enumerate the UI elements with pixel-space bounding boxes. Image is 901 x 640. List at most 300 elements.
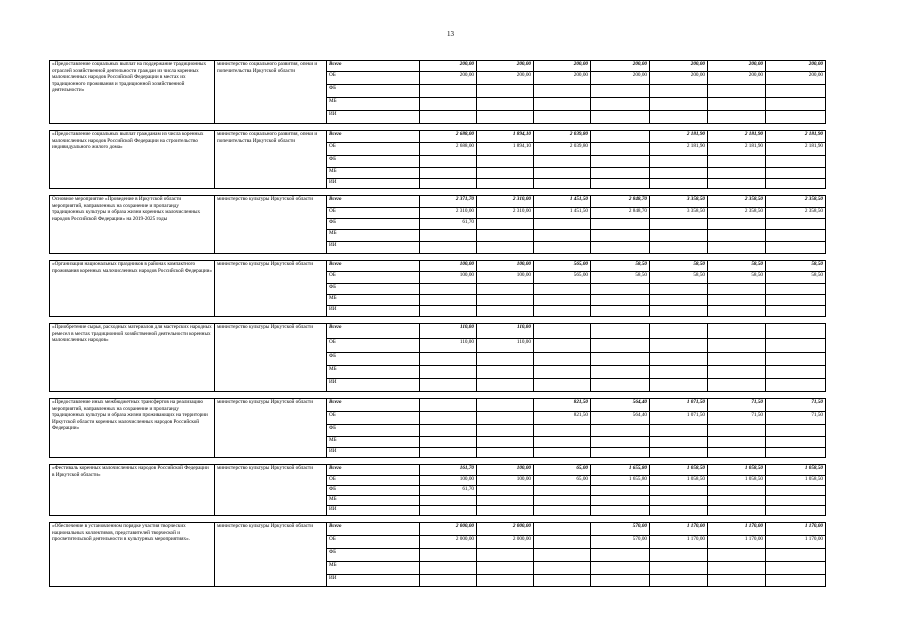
funding-source-label: ФБ xyxy=(327,284,420,295)
funding-source-label: МБ xyxy=(327,98,420,111)
funding-source-label: ИИ xyxy=(327,306,420,317)
amount-cell xyxy=(534,536,591,549)
responsible-executor: министерство культуры Иркутской области xyxy=(215,261,327,317)
table-row xyxy=(50,523,826,536)
amount-cell xyxy=(534,486,591,496)
amount-cell: 58,50 xyxy=(650,261,708,272)
amount-cell xyxy=(708,156,766,168)
amount-cell xyxy=(420,379,477,392)
amount-cell: 2 358,50 xyxy=(766,196,826,208)
funding-source-label: ФБ xyxy=(327,353,420,366)
funding-source-label: ОБ xyxy=(327,476,420,486)
amount-cell xyxy=(766,425,826,437)
funding-source-label: МБ xyxy=(327,496,420,506)
amount-cell xyxy=(534,324,591,339)
funding-source-label: ИИ xyxy=(327,242,420,254)
activity-description: «Предоставление иных межбюджетных трансфертов на реализацию мероприятий, направленных на сохранение и пропаганду традиционных культуры и образа жизни проживающих на территории Иркутской области коренных малочисленных народов Российской Федерации» xyxy=(50,399,215,458)
amount-cell xyxy=(766,575,826,587)
amount-cell xyxy=(766,339,826,353)
amount-cell: 100,00 xyxy=(477,476,534,486)
amount-cell xyxy=(420,284,477,295)
amount-cell xyxy=(650,98,708,111)
amount-cell: 65,00 xyxy=(534,465,591,476)
amount-cell: 1 058,50 xyxy=(650,476,708,486)
amount-cell xyxy=(477,156,534,168)
amount-cell xyxy=(650,156,708,168)
amount-cell: 200,00 xyxy=(650,61,708,72)
amount-cell: 2 039,80 xyxy=(534,131,591,143)
amount-cell xyxy=(650,219,708,230)
activity-description: «Обеспечение в установленном порядке участия творческих национальных коллективов, представителей творческой и просветительской деятельности в культурных мероприятиях». xyxy=(50,523,215,587)
amount-cell xyxy=(420,448,477,458)
amount-cell xyxy=(650,366,708,379)
funding-source-label: Всего xyxy=(327,61,420,72)
amount-cell xyxy=(420,111,477,124)
amount-cell xyxy=(477,448,534,458)
amount-cell xyxy=(650,179,708,189)
amount-cell: 2 000,00 xyxy=(420,536,477,549)
amount-cell xyxy=(591,85,650,98)
amount-cell xyxy=(766,486,826,496)
amount-cell: 2 310,00 xyxy=(420,208,477,219)
amount-cell xyxy=(534,379,591,392)
amount-cell: 2 310,00 xyxy=(477,208,534,219)
amount-cell: 58,50 xyxy=(591,272,650,284)
amount-cell xyxy=(591,98,650,111)
amount-cell: 71,50 xyxy=(708,412,766,425)
amount-cell xyxy=(420,242,477,254)
amount-cell xyxy=(477,98,534,111)
amount-cell: 110,00 xyxy=(477,339,534,353)
amount-cell xyxy=(650,448,708,458)
amount-cell: 1 058,50 xyxy=(708,465,766,476)
amount-cell xyxy=(477,168,534,179)
amount-cell xyxy=(477,85,534,98)
funding-source-label: МБ xyxy=(327,168,420,179)
amount-cell xyxy=(591,496,650,506)
amount-cell xyxy=(477,486,534,496)
amount-cell xyxy=(534,549,591,562)
amount-cell xyxy=(650,284,708,295)
amount-cell xyxy=(420,399,477,412)
table-row xyxy=(50,399,826,412)
funding-source-label: МБ xyxy=(327,437,420,448)
activity-description: «Фестиваль коренных малочисленных народов Российской Федерации в Иркутской области» xyxy=(50,465,215,516)
funding-source-label: ИИ xyxy=(327,448,420,458)
amount-cell xyxy=(766,379,826,392)
amount-cell xyxy=(708,98,766,111)
amount-cell: 58,50 xyxy=(708,261,766,272)
amount-cell xyxy=(650,242,708,254)
funding-source-label: ФБ xyxy=(327,156,420,168)
amount-cell xyxy=(420,412,477,425)
amount-cell xyxy=(650,486,708,496)
amount-cell: 1 451,50 xyxy=(534,196,591,208)
amount-cell xyxy=(477,412,534,425)
amount-cell: 1 170,00 xyxy=(708,523,766,536)
amount-cell: 200,00 xyxy=(420,61,477,72)
amount-cell xyxy=(650,339,708,353)
amount-cell xyxy=(420,168,477,179)
amount-cell xyxy=(591,306,650,317)
amount-cell xyxy=(477,242,534,254)
amount-cell: 2 688,00 xyxy=(420,131,477,143)
amount-cell: 564,40 xyxy=(591,399,650,412)
amount-cell xyxy=(708,549,766,562)
funding-source-label: Всего xyxy=(327,465,420,476)
amount-cell: 1 170,00 xyxy=(766,523,826,536)
amount-cell xyxy=(477,284,534,295)
amount-cell: 200,00 xyxy=(708,61,766,72)
amount-cell xyxy=(650,295,708,306)
amount-cell: 2 181,90 xyxy=(766,131,826,143)
amount-cell xyxy=(591,242,650,254)
amount-cell xyxy=(591,549,650,562)
amount-cell xyxy=(650,379,708,392)
amount-cell xyxy=(766,284,826,295)
funding-source-label: ИИ xyxy=(327,179,420,189)
funding-source-label: ИИ xyxy=(327,379,420,392)
amount-cell xyxy=(708,353,766,366)
amount-cell xyxy=(534,219,591,230)
amount-cell: 2 371,70 xyxy=(420,196,477,208)
amount-cell: 1 170,00 xyxy=(708,536,766,549)
amount-cell xyxy=(420,85,477,98)
amount-cell xyxy=(534,437,591,448)
amount-cell xyxy=(766,156,826,168)
amount-cell: 61,70 xyxy=(420,486,477,496)
amount-cell xyxy=(650,168,708,179)
amount-cell xyxy=(534,230,591,242)
amount-cell xyxy=(477,437,534,448)
amount-cell: 58,50 xyxy=(766,261,826,272)
amount-cell xyxy=(708,339,766,353)
amount-cell xyxy=(766,353,826,366)
amount-cell: 100,00 xyxy=(420,476,477,486)
responsible-executor: министерство культуры Иркутской области xyxy=(215,324,327,392)
amount-cell xyxy=(708,168,766,179)
amount-cell xyxy=(708,437,766,448)
funding-source-label: ОБ xyxy=(327,272,420,284)
amount-cell xyxy=(420,353,477,366)
amount-cell xyxy=(477,562,534,575)
amount-cell: 2 688,00 xyxy=(420,143,477,156)
amount-cell xyxy=(534,156,591,168)
row-gap xyxy=(50,317,826,324)
amount-cell xyxy=(534,523,591,536)
amount-cell: 1 071,50 xyxy=(650,412,708,425)
amount-cell: 1 894,10 xyxy=(477,143,534,156)
amount-cell xyxy=(534,448,591,458)
funding-source-label: ОБ xyxy=(327,143,420,156)
amount-cell xyxy=(420,98,477,111)
amount-cell xyxy=(708,324,766,339)
funding-source-label: МБ xyxy=(327,562,420,575)
funding-source-label: ОБ xyxy=(327,536,420,549)
amount-cell: 110,00 xyxy=(477,324,534,339)
amount-cell: 565,00 xyxy=(534,272,591,284)
amount-cell: 2 181,90 xyxy=(650,143,708,156)
amount-cell xyxy=(650,111,708,124)
amount-cell xyxy=(477,575,534,587)
amount-cell: 570,00 xyxy=(591,523,650,536)
amount-cell xyxy=(534,284,591,295)
amount-cell: 2 000,00 xyxy=(477,536,534,549)
amount-cell xyxy=(477,399,534,412)
amount-cell: 1 058,50 xyxy=(766,476,826,486)
amount-cell xyxy=(534,85,591,98)
amount-cell xyxy=(708,506,766,516)
funding-source-label: Всего xyxy=(327,324,420,339)
funding-source-label: Всего xyxy=(327,196,420,208)
amount-cell xyxy=(591,425,650,437)
amount-cell xyxy=(650,230,708,242)
amount-cell xyxy=(766,562,826,575)
amount-cell xyxy=(534,562,591,575)
amount-cell: 1 655,80 xyxy=(591,476,650,486)
amount-cell: 1 451,50 xyxy=(534,208,591,219)
amount-cell: 200,00 xyxy=(650,72,708,85)
amount-cell: 200,00 xyxy=(708,72,766,85)
amount-cell xyxy=(766,242,826,254)
amount-cell xyxy=(766,168,826,179)
amount-cell: 58,50 xyxy=(766,272,826,284)
page-number: 13 xyxy=(447,30,454,38)
amount-cell: 1 170,00 xyxy=(766,536,826,549)
amount-cell: 2 000,00 xyxy=(420,523,477,536)
funding-source-label: ИИ xyxy=(327,111,420,124)
amount-cell xyxy=(420,295,477,306)
amount-cell xyxy=(534,295,591,306)
table-row xyxy=(50,61,826,72)
amount-cell: 2 181,90 xyxy=(708,143,766,156)
amount-cell: 2 000,00 xyxy=(477,523,534,536)
amount-cell: 3 358,50 xyxy=(650,196,708,208)
funding-source-label: ИИ xyxy=(327,575,420,587)
responsible-executor: министерство культуры Иркутской области xyxy=(215,399,327,458)
amount-cell xyxy=(766,506,826,516)
amount-cell: 71,50 xyxy=(766,412,826,425)
amount-cell xyxy=(591,156,650,168)
amount-cell xyxy=(534,496,591,506)
row-gap xyxy=(50,254,826,261)
amount-cell xyxy=(650,496,708,506)
amount-cell xyxy=(420,306,477,317)
amount-cell xyxy=(708,486,766,496)
amount-cell xyxy=(477,306,534,317)
funding-source-label: ФБ xyxy=(327,486,420,496)
amount-cell: 200,00 xyxy=(477,72,534,85)
amount-cell xyxy=(591,295,650,306)
amount-cell xyxy=(591,230,650,242)
responsible-executor: министерство культуры Иркутской области xyxy=(215,196,327,254)
amount-cell xyxy=(420,437,477,448)
amount-cell: 2 358,50 xyxy=(708,208,766,219)
amount-cell: 110,00 xyxy=(420,339,477,353)
amount-cell xyxy=(591,111,650,124)
amount-cell: 2 848,70 xyxy=(591,196,650,208)
funding-source-label: МБ xyxy=(327,230,420,242)
amount-cell xyxy=(477,379,534,392)
funding-source-label: Всего xyxy=(327,131,420,143)
amount-cell xyxy=(591,168,650,179)
amount-cell: 821,50 xyxy=(534,399,591,412)
amount-cell: 2 181,90 xyxy=(708,131,766,143)
amount-cell xyxy=(650,324,708,339)
amount-cell: 2 039,80 xyxy=(534,143,591,156)
amount-cell xyxy=(708,448,766,458)
amount-cell xyxy=(534,168,591,179)
amount-cell xyxy=(591,339,650,353)
amount-cell: 3 358,50 xyxy=(650,208,708,219)
funding-source-label: Всего xyxy=(327,399,420,412)
amount-cell: 200,00 xyxy=(591,61,650,72)
amount-cell xyxy=(650,562,708,575)
amount-cell xyxy=(766,366,826,379)
amount-cell xyxy=(650,575,708,587)
amount-cell: 1 071,50 xyxy=(650,399,708,412)
amount-cell xyxy=(591,575,650,587)
amount-cell xyxy=(591,324,650,339)
amount-cell xyxy=(591,143,650,156)
responsible-executor: министерство социального развития, опеки и попечительства Иркутской области xyxy=(215,61,327,124)
amount-cell: 161,70 xyxy=(420,465,477,476)
amount-cell xyxy=(477,366,534,379)
amount-cell: 71,50 xyxy=(708,399,766,412)
activity-description: «Организация национальных праздников в районах компактного проживания коренных малочисленных народов Российской Федерации» xyxy=(50,261,215,317)
amount-cell: 2 310,00 xyxy=(477,196,534,208)
responsible-executor: министерство социального развития, опеки и попечительства Иркутской области xyxy=(215,131,327,189)
amount-cell xyxy=(708,295,766,306)
amount-cell xyxy=(650,425,708,437)
table-row xyxy=(50,324,826,339)
amount-cell xyxy=(534,425,591,437)
amount-cell: 100,00 xyxy=(477,465,534,476)
amount-cell xyxy=(591,486,650,496)
amount-cell xyxy=(766,448,826,458)
amount-cell xyxy=(708,85,766,98)
amount-cell xyxy=(766,496,826,506)
amount-cell: 100,00 xyxy=(420,272,477,284)
funding-source-label: ФБ xyxy=(327,85,420,98)
amount-cell xyxy=(591,353,650,366)
amount-cell xyxy=(420,575,477,587)
amount-cell: 2 358,50 xyxy=(708,196,766,208)
amount-cell xyxy=(591,562,650,575)
amount-cell: 200,00 xyxy=(766,72,826,85)
amount-cell xyxy=(766,295,826,306)
amount-cell xyxy=(534,98,591,111)
amount-cell: 100,00 xyxy=(477,272,534,284)
funding-source-label: ОБ xyxy=(327,208,420,219)
amount-cell xyxy=(591,506,650,516)
funding-source-label: ОБ xyxy=(327,72,420,85)
amount-cell xyxy=(591,179,650,189)
amount-cell: 200,00 xyxy=(534,61,591,72)
row-gap xyxy=(50,124,826,131)
amount-cell: 1 170,00 xyxy=(650,536,708,549)
row-gap xyxy=(50,189,826,196)
amount-cell: 1 894,10 xyxy=(477,131,534,143)
amount-cell: 71,50 xyxy=(766,399,826,412)
amount-cell xyxy=(591,284,650,295)
amount-cell xyxy=(420,562,477,575)
amount-cell xyxy=(591,219,650,230)
activity-description: «Приобретение сырья, расходных материалов для мастерских народных ремесел в местах традиционной хозяйственной деятельности коренных малочисленных народов» xyxy=(50,324,215,392)
amount-cell: 1 170,00 xyxy=(650,523,708,536)
amount-cell: 200,00 xyxy=(591,72,650,85)
amount-cell xyxy=(650,506,708,516)
amount-cell xyxy=(477,111,534,124)
row-gap xyxy=(50,516,826,523)
amount-cell: 2 848,70 xyxy=(591,208,650,219)
amount-cell xyxy=(708,242,766,254)
funding-source-label: ОБ xyxy=(327,412,420,425)
amount-cell: 100,00 xyxy=(420,261,477,272)
amount-cell xyxy=(420,179,477,189)
amount-cell: 564,40 xyxy=(591,412,650,425)
amount-cell xyxy=(708,284,766,295)
amount-cell xyxy=(420,496,477,506)
budget-table xyxy=(49,60,826,587)
amount-cell xyxy=(534,179,591,189)
amount-cell xyxy=(708,379,766,392)
amount-cell: 65,00 xyxy=(534,476,591,486)
amount-cell xyxy=(766,219,826,230)
amount-cell xyxy=(766,306,826,317)
amount-cell xyxy=(477,179,534,189)
amount-cell: 1 058,50 xyxy=(766,465,826,476)
amount-cell xyxy=(591,131,650,143)
amount-cell xyxy=(420,549,477,562)
amount-cell xyxy=(477,295,534,306)
amount-cell: 58,50 xyxy=(650,272,708,284)
amount-cell xyxy=(534,353,591,366)
amount-cell xyxy=(708,562,766,575)
amount-cell xyxy=(766,85,826,98)
amount-cell: 2 358,50 xyxy=(766,208,826,219)
funding-source-label: ФБ xyxy=(327,219,420,230)
amount-cell xyxy=(477,230,534,242)
amount-cell xyxy=(420,366,477,379)
amount-cell: 1 058,50 xyxy=(708,476,766,486)
amount-cell xyxy=(766,98,826,111)
row-gap xyxy=(50,458,826,465)
amount-cell: 1 058,50 xyxy=(650,465,708,476)
funding-source-label: МБ xyxy=(327,366,420,379)
amount-cell xyxy=(766,179,826,189)
amount-cell xyxy=(420,506,477,516)
amount-cell xyxy=(766,549,826,562)
amount-cell xyxy=(708,230,766,242)
table-row xyxy=(50,261,826,272)
row-gap xyxy=(50,392,826,399)
amount-cell xyxy=(708,306,766,317)
amount-cell xyxy=(708,496,766,506)
amount-cell xyxy=(420,156,477,168)
amount-cell xyxy=(650,437,708,448)
amount-cell xyxy=(591,366,650,379)
table-row xyxy=(50,465,826,476)
amount-cell xyxy=(650,549,708,562)
activity-description: «Предоставление социальных выплат гражданам из числа коренных малочисленных народов Российской Федерации на строительство индивидуального жилого дома» xyxy=(50,131,215,189)
amount-cell xyxy=(420,425,477,437)
amount-cell xyxy=(534,506,591,516)
activity-description: Основное мероприятие «Проведение в Иркутской области мероприятий, направленных на сохранение и пропаганду традиционных культуры и образа жизни коренных малочисленных народов Российской Федерации» на 2019-2025 годы xyxy=(50,196,215,254)
amount-cell: 821,50 xyxy=(534,412,591,425)
amount-cell xyxy=(534,575,591,587)
funding-source-label: ФБ xyxy=(327,425,420,437)
